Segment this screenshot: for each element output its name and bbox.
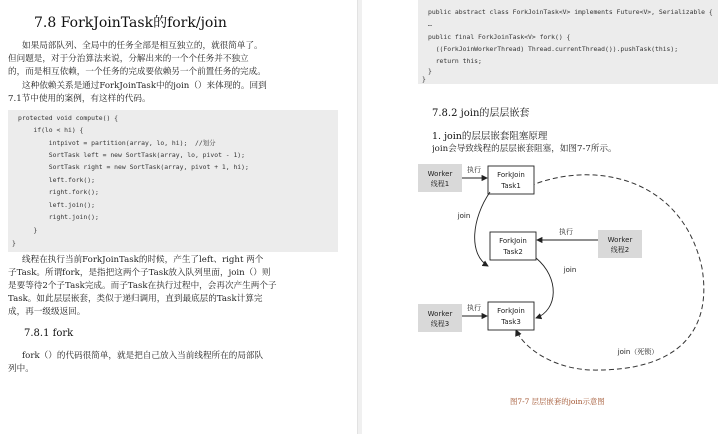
join-paragraph	[8, 80, 340, 106]
intro-paragraph	[8, 40, 340, 79]
explain-line: 是要等待2个子Task完成。而子Task在执行过程中，会再次产生两个子	[8, 281, 277, 291]
code-line: left.join();	[18, 201, 95, 209]
join-arrow-2	[536, 258, 553, 318]
subsection-fork-title: 7.8.1 fork	[24, 328, 74, 339]
fork-code-block	[418, 0, 718, 84]
code-line: …	[428, 20, 432, 28]
worker1-label-line2: 线程1	[430, 180, 450, 188]
code-line: ((ForkJoinWorkerThread) Thread.currentThread()).pushTask(this);	[428, 45, 679, 53]
code-line: }	[12, 239, 16, 247]
worker2-label-line2: 线程2	[610, 246, 630, 254]
task3-label-line1: ForkJoin	[497, 307, 525, 315]
deadlock-label: join（死锁）	[617, 348, 659, 356]
join-label-1: join	[457, 212, 471, 220]
section-title: 7.8 ForkJoinTask的fork/join	[34, 15, 227, 31]
code-line: right.fork();	[18, 188, 99, 196]
task2-label-line1: ForkJoin	[499, 237, 527, 245]
code-line: if(lo < hi) {	[18, 126, 84, 134]
explain-line: 成，再一级级返回。	[8, 307, 86, 317]
explain-line: 线程在执行当前ForkJoinTask的时候，产生了left、right 两个	[22, 255, 264, 265]
intro-line: 的，而是相互依赖，一个任务的完成要依赖另一个前置任务的完成。	[8, 67, 266, 77]
task3-label-line2: Task3	[501, 318, 521, 326]
fork-paragraph	[8, 350, 340, 376]
join-label-2: join	[563, 266, 577, 274]
worker3-label-line1: Worker	[427, 310, 453, 318]
code-line: SortTask left = new SortTask(array, lo, pivot - 1);	[18, 151, 246, 159]
join-intro-line: join会导致线程的层层嵌套阻塞，如图7-7所示。	[432, 144, 617, 154]
right-page	[362, 0, 720, 434]
code-line: return this;	[428, 57, 482, 65]
join-principle-title: 1. join的层层嵌套阻塞原理	[432, 131, 548, 142]
join-intro-paragraph	[432, 143, 718, 156]
task1-label-line1: ForkJoin	[497, 171, 525, 179]
worker1-label-line1: Worker	[427, 170, 453, 178]
exec-label-3: 执行	[467, 304, 481, 312]
explain-line: 子Task。所谓fork，是指把这两个子Task放入队列里面，join（）则	[8, 268, 271, 278]
subsection-join-title: 7.8.2 join的层层嵌套	[432, 108, 530, 119]
intro-line: 但问题是，对于分治算法来说，分解出来的一个个任务并不独立	[8, 54, 249, 64]
code-line: intpivot = partition(array, lo, hi); //划分	[18, 139, 216, 147]
join-arrow-1	[475, 192, 490, 266]
worker3-label-line2: 线程3	[430, 320, 450, 328]
code-block	[8, 110, 338, 252]
code-line: protected void compute() {	[18, 114, 119, 122]
code-line: SortTask right = new SortTask(array, pivot + 1, hi);	[18, 163, 249, 171]
intro-line: 如果局部队列、全局中的任务全部是相互独立的，就很简单了。	[22, 41, 263, 51]
join-line: 7.1节中使用的案例，有这样的代码。	[8, 94, 151, 104]
code-line: public final ForkJoinTask<V> fork() {	[428, 33, 571, 41]
exec-label-2: 执行	[559, 228, 573, 236]
worker2-label-line1: Worker	[607, 236, 633, 244]
code-line: right.join();	[18, 213, 99, 221]
task2-label-line2: Task2	[503, 248, 523, 256]
exec-label-1: 执行	[467, 166, 481, 174]
fork-line: 列中。	[8, 364, 34, 374]
explain-paragraph	[8, 254, 340, 319]
figure-caption: 图7-7 层层嵌套的join示意图	[510, 397, 605, 406]
code-line: }	[428, 67, 432, 75]
code-line: }	[422, 75, 426, 83]
fork-line: fork（）的代码很简单，就是把自己放入当前线程所在的局部队	[22, 351, 264, 361]
code-line: }	[18, 226, 38, 234]
code-line: public abstract class ForkJoinTask<V> implements Future<V>, Serializable {	[428, 8, 713, 16]
left-page	[0, 0, 358, 434]
code-line: left.fork();	[18, 176, 95, 184]
join-nesting-diagram	[412, 158, 720, 392]
task1-label-line2: Task1	[501, 182, 521, 190]
explain-line: Task。如此层层嵌套，类似于递归调用，直到最底层的Task计算完	[8, 294, 263, 304]
join-line: 这种依赖关系是通过ForkJoinTask中的join（）来体现的。回到	[22, 81, 267, 91]
deadlock-join-arrow	[516, 175, 704, 370]
